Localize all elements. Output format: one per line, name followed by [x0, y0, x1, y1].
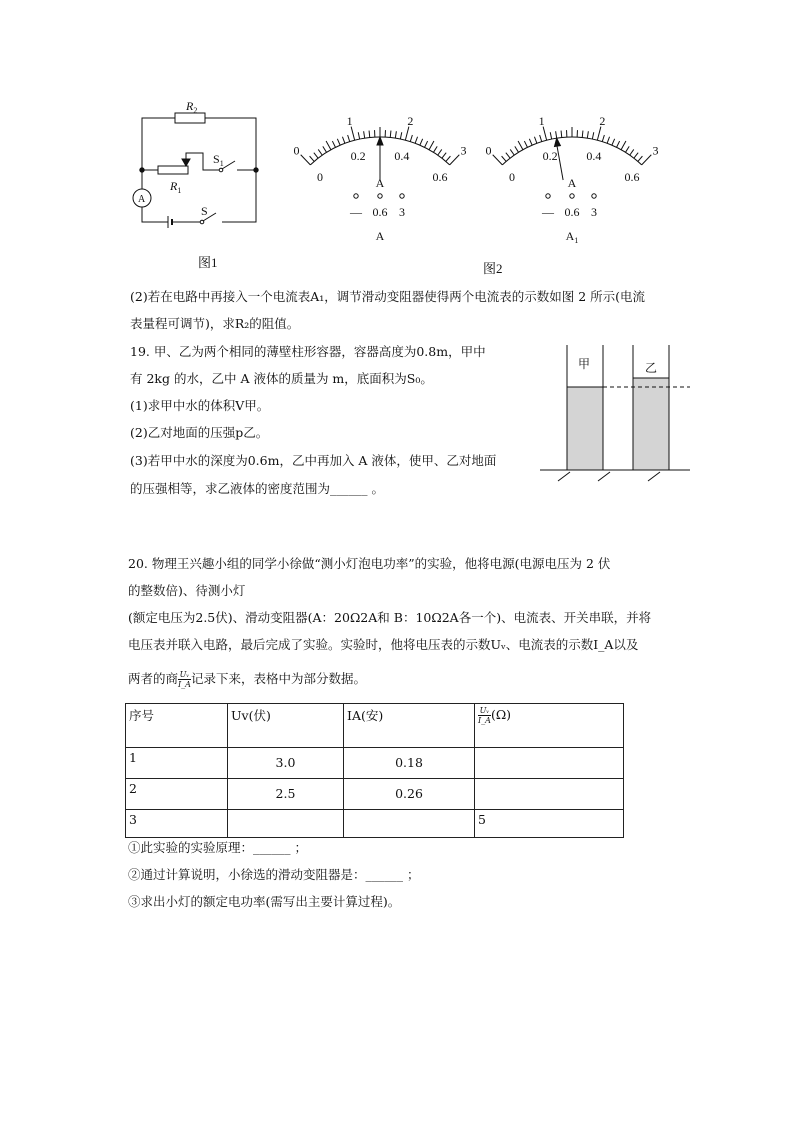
header-cell: IA(安) [344, 704, 475, 748]
q20-line: 20. 物理王兴趣小组的同学小徐做“测小灯泡电功率”的实验，他将电源(电源电压为 2 伏 [128, 556, 611, 571]
q19-line: 19. 甲、乙为两个相同的薄壁柱形容器，容器高度为0.8m，甲中 [130, 344, 486, 359]
meter-unit-label: A [375, 176, 385, 190]
q20-line: 电压表并联入电路，最后完成了实验。实验时，他将电压表的示数Uᵥ、电流表的示数I_A以及 [128, 637, 639, 652]
tick-mark [446, 156, 451, 161]
cell [344, 810, 475, 838]
tick-mark [433, 146, 437, 152]
terminal-label: 0.6 [564, 205, 580, 219]
terminal-icon [546, 194, 550, 198]
cell [475, 779, 624, 810]
inner-scale-label: 0 [317, 169, 324, 184]
terminal-label: 3 [399, 205, 405, 219]
q20-item: ②通过计算说明，小徐选的滑动变阻器是：______ ； [128, 867, 420, 882]
data-table [125, 703, 624, 838]
q20-item: ③求出小灯的额定电功率(需写出主要计算过程)。 [128, 894, 401, 909]
svg-text:R2: $R_2$ [186, 99, 198, 115]
tick-mark [612, 139, 615, 145]
q20-line [128, 670, 366, 689]
tick-mark [314, 153, 318, 159]
q18-part2-line2: 表量程可调节)，求R₂的阻值。 [130, 316, 300, 331]
tick-mark [550, 132, 551, 139]
header-cell: Uv(伏) [228, 704, 344, 748]
cell: 0.26 [344, 779, 475, 810]
outer-scale-label: 2 [407, 113, 414, 128]
tick-mark [502, 156, 507, 161]
tick-mark [323, 146, 327, 152]
tick-mark [543, 127, 547, 141]
outer-scale-label: 0 [485, 143, 492, 158]
inner-scale-label: 0.4 [394, 148, 410, 163]
resistor-r2 [175, 113, 205, 123]
header-cell: 序号 [126, 704, 228, 748]
q20-line5-post: 记录下来，表格中为部分数据。 [190, 671, 366, 686]
q20-line5-pre: 两者的商 [128, 671, 179, 686]
terminal-label: 3 [591, 205, 597, 219]
tick-mark [400, 132, 401, 139]
q19-line: (2)乙对地面的压强p乙。 [130, 425, 269, 440]
tick-mark [364, 131, 365, 138]
tick-mark [510, 149, 514, 155]
tick-mark [332, 141, 335, 147]
terminal-icon [592, 194, 596, 198]
inner-scale-label: 0.6 [624, 169, 640, 184]
tick-mark [621, 141, 626, 150]
tick-mark [625, 146, 629, 152]
circuit-diagram [133, 113, 258, 228]
table-row [126, 810, 624, 838]
tick-mark [524, 141, 527, 147]
containers-diagram [540, 345, 690, 481]
q19-line: (3)若甲中水的深度为0.6m，乙中再加入 A 液体，使甲、乙对地面 [130, 453, 497, 468]
tick-mark [369, 131, 370, 138]
tick-mark [630, 149, 634, 155]
tick-mark [587, 131, 588, 138]
inner-scale-label: 0.4 [586, 148, 602, 163]
container-jia-label: 甲 [578, 357, 591, 371]
tick-mark [390, 131, 391, 138]
cell: 2.5 [228, 779, 344, 810]
r2-label: R [186, 99, 194, 113]
cell: 1 [126, 748, 228, 779]
terminal-icon [354, 194, 358, 198]
tick-mark [607, 137, 609, 144]
tick-mark [348, 135, 350, 142]
tick-mark [592, 132, 593, 139]
tick-mark [310, 156, 315, 161]
q19-line: 有 2kg 的水，乙中 A 液体的质量为 m，底面积为S₀。 [130, 371, 433, 386]
tick-mark [518, 141, 523, 150]
s-label: S [201, 204, 208, 218]
switch-s1-icon [222, 161, 235, 169]
meter-name-label: $A_1$ [565, 229, 579, 245]
inner-scale-label: 0.6 [432, 169, 448, 184]
q18-part2-line1: (2)若在电路中再接入一个电流表A₁，调节滑动变阻器使得两个电流表的示数如图 2 所示(电流 [130, 289, 646, 304]
inner-scale-label: 0.2 [542, 148, 558, 163]
q19-line: (1)求甲中水的体积V甲。 [130, 398, 270, 413]
cell: 2 [126, 779, 228, 810]
tick-mark [534, 137, 536, 144]
terminal-icon [378, 194, 382, 198]
cell: 3 [126, 810, 228, 838]
tick-mark [638, 156, 643, 161]
tick-mark [515, 146, 519, 152]
terminal-icon [400, 194, 404, 198]
q20-line: (额定电压为2.5伏)、滑动变阻器(A：20Ω2A和 B：10Ω2A各一个)、电流表、开关串联，并将 [128, 610, 652, 625]
tick-mark [351, 127, 355, 141]
outer-scale-label: 2 [599, 113, 606, 128]
tick-mark [318, 149, 322, 155]
r1-label: R [170, 179, 178, 193]
table-header-row [126, 704, 624, 748]
terminal-label: 0.6 [372, 205, 388, 219]
header-cell: $\frac{\text{Uᵥ}}{I\_A}$ (Ω) [475, 704, 624, 748]
tick-mark [405, 127, 409, 141]
tick-mark [493, 155, 503, 165]
tick-mark [617, 141, 620, 147]
ammeter-dial-2 [486, 114, 659, 245]
tick-mark [582, 131, 583, 138]
cell: 0.18 [344, 748, 475, 779]
terminal-icon [570, 194, 574, 198]
figure1-caption: 图1 [198, 255, 218, 270]
tick-mark [602, 135, 604, 142]
table-row [126, 779, 624, 810]
tick-mark [415, 137, 417, 144]
container-yi-label: 乙 [645, 361, 658, 375]
svg-text:R1: $R_1$ [170, 179, 182, 195]
tick-mark [438, 149, 442, 155]
tick-mark [529, 139, 532, 145]
outer-scale-label: 3 [652, 143, 659, 158]
outer-scale-label: 1 [346, 113, 353, 128]
outer-scale-label: 1 [538, 113, 545, 128]
tick-mark [395, 131, 396, 138]
svg-text:S1: $S_1$ [213, 152, 224, 168]
ammeter-label: A [138, 194, 146, 205]
tick-mark [420, 139, 423, 145]
meter-unit-label: A [567, 176, 577, 190]
s1-label: S [213, 152, 220, 166]
cell: 3.0 [228, 748, 344, 779]
terminal-label: — [350, 205, 362, 219]
tick-mark [506, 153, 510, 159]
tick-mark [597, 127, 601, 141]
q20-item: ①此实验的实验原理：______ ； [128, 840, 307, 855]
tick-mark [358, 132, 359, 139]
cell [475, 748, 624, 779]
meter-name-label: A [375, 229, 385, 243]
figure2-caption: 图2 [483, 261, 503, 276]
terminal-label: — [542, 205, 554, 219]
tick-mark [442, 153, 446, 159]
outer-scale-label: 3 [460, 143, 467, 158]
q19-line: 的压强相等，求乙液体的密度范围为______ 。 [130, 481, 384, 496]
tick-mark [342, 137, 344, 144]
tick-mark [642, 155, 652, 165]
cell: 5 [475, 810, 624, 838]
tick-mark [337, 139, 340, 145]
tick-mark [634, 153, 638, 159]
pointer-arrow-icon [377, 137, 383, 145]
inner-scale-label: 0.2 [350, 148, 366, 163]
table-row [126, 748, 624, 779]
pointer-arrow-icon [554, 138, 560, 146]
resistor-r1 [158, 166, 188, 174]
fraction: $\frac{\text{Uᵥ}}{I\_A}$ [178, 670, 191, 689]
figures-svg [0, 0, 794, 500]
tick-mark [410, 135, 412, 142]
tick-mark [326, 141, 331, 150]
inner-scale-label: 0 [509, 169, 516, 184]
tick-mark [561, 131, 562, 138]
outer-scale-label: 0 [293, 143, 300, 158]
tick-mark [450, 155, 460, 165]
tick-mark [429, 141, 434, 150]
cell [228, 810, 344, 838]
tick-mark [301, 155, 311, 165]
q20-line: 的整数倍)、待测小灯 [128, 583, 246, 598]
tick-mark [425, 141, 428, 147]
dial-arc [502, 137, 641, 165]
tick-mark [540, 135, 542, 142]
ammeter-dial-1 [294, 114, 467, 243]
